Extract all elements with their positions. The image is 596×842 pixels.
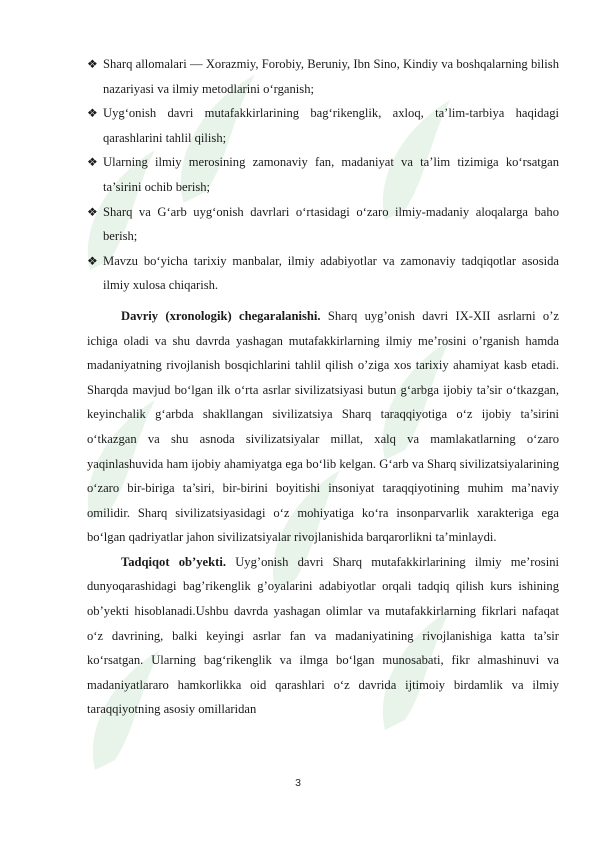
- list-item: [87, 101, 559, 150]
- list-item-text: Sharq allomalari — Xorazmiy, Forobiy, Beruniy, Ibn Sino, Kindiy va boshqalarning bilish nazariyasi va ilmiy metodlarini o‘rganish;: [103, 57, 559, 96]
- page-number: 3: [295, 777, 301, 789]
- research-object-paragraph: [87, 550, 559, 722]
- chronology-paragraph: [87, 304, 559, 550]
- diamond-bullet-icon: ❖: [87, 204, 98, 219]
- list-item-text: Uyg‘onish davri mutafakkirlarining bag‘rikenglik, axloq, ta’lim-tarbiya haqidagi qarashlarini tahlil qilish;: [103, 106, 559, 145]
- diamond-bullet-icon: ❖: [87, 106, 98, 121]
- objectives-list: [87, 52, 559, 298]
- paragraph-heading: Tadqiqot ob’yekti.: [121, 554, 226, 569]
- diamond-bullet-icon: ❖: [87, 253, 98, 268]
- list-item: [87, 150, 559, 199]
- list-item-text: Sharq va G‘arb uyg‘onish davrlari o‘rtasidagi o‘zaro ilmiy-madaniy aloqalarga baho berish;: [103, 204, 559, 244]
- paragraph-heading: Davriy (xronologik) chegaralanishi.: [121, 308, 321, 323]
- document-body: [87, 52, 559, 722]
- diamond-bullet-icon: ❖: [87, 57, 98, 71]
- paragraph-text: Sharq uyg’onish davri IX-XII asrlarni o’z ichiga oladi va shu davrda yashagan mutafakkirlarning ilmiy me’rosini o’rganish hamda madaniyatning rivojlanish bosqichlarini tahlil qilish o’ziga xos tarixiy ahamiyat kasb etadi. Sharqda mavjud bo‘lgan ilk o‘rta asrlar sivilizatsiyasi butun g‘arbga ijobiy ta’sir o‘tkazgan, keyinchalik g‘arbda shakllangan sivilizatsiya Sharq taraqqiyotiga o‘z ijobiy ta’sirini o‘tkazgan va shu asnoda sivilizatsiyalar millat, xalq va mamlakatlarning o‘zaro yaqinlashuvida ham ijobiy ahamiyatga ega bo‘lib kelgan. G‘arb va Sharq sivilizatsiyalarining o‘zaro bir-biriga ta’siri, bir-birini boyitishi insoniyat taraqqiyotining muhim ma’naviy omilidir. Sharq sivilizatsiyasidagi o‘z mohiyatiga ko‘ra insonparvarlik xarakteriga ega bo‘lgan qadriyatlar jahon sivilizatsiyalar rivojlanishida barqarorlikni ta’minlaydi.: [87, 308, 559, 545]
- list-item: [87, 200, 559, 249]
- list-item: [87, 52, 559, 101]
- list-item: [87, 249, 559, 298]
- list-item-text: Ularning ilmiy merosining zamonaviy fan, madaniyat va ta’lim tizimiga ko‘rsatgan ta’sirini ochib berish;: [103, 155, 559, 194]
- diamond-bullet-icon: ❖: [87, 155, 98, 170]
- paragraph-text: Uyg’onish davri Sharq mutafakkirlarining ilmiy me’rosini dunyoqarashidagi bag’rikenglik g’oyalarini adabiyotlar orqali tadqiq qilish kurs ishining ob’yekti hisoblanadi.Ushbu davrda yashagan olimlar va mutafakkirlarning fikrlari nafaqat o‘z davrining, balki keyingi asrlar fan va madaniyatining rivojlanishiga katta ta’sir ko‘rsatgan. Ularning bag‘rikenglik va ilmga bo‘lgan munosabati, fikr almashinuvi va madaniyatlararo hamkorlikka oid qarashlari o‘z davrida ijtimoiy birdamlik va ilmiy taraqqiyotning asosiy omillaridan: [87, 554, 559, 717]
- list-item-text: Mavzu bo‘yicha tarixiy manbalar, ilmiy adabiyotlar va zamonaviy tadqiqotlar asosida ilmiy xulosa chiqarish.: [103, 253, 559, 293]
